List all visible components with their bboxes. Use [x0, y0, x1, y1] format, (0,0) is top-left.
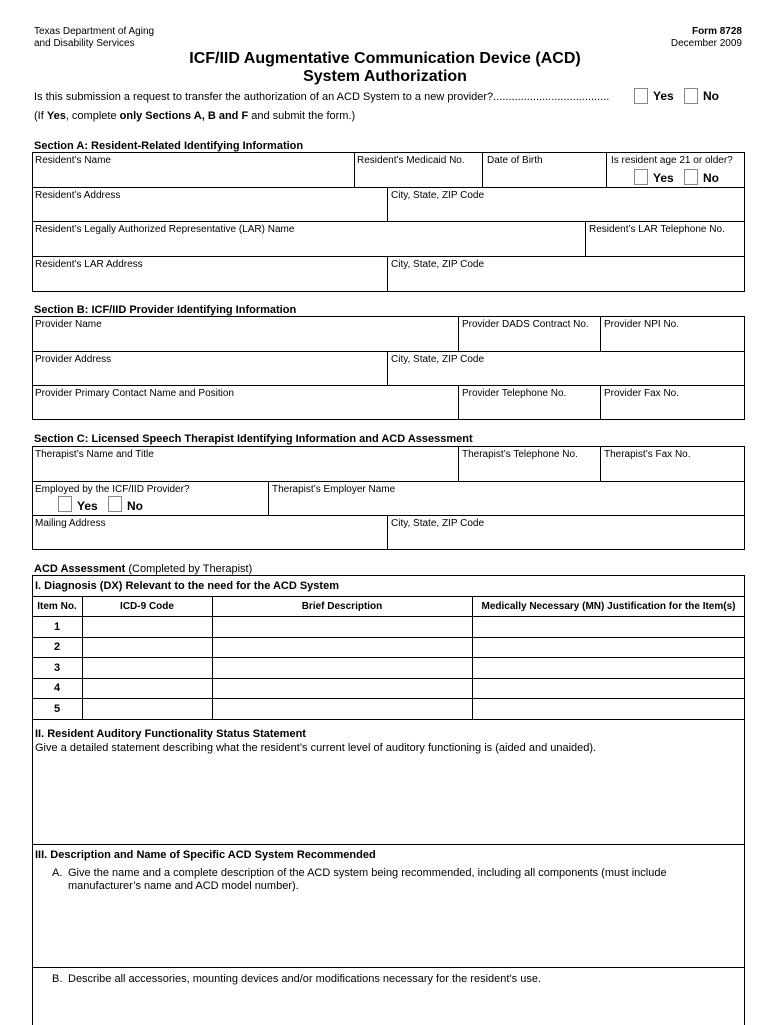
section-b-box — [32, 316, 745, 420]
title-line-2: System Authorization — [303, 68, 467, 85]
col-item-no: Item No. — [37, 601, 77, 612]
form-number: Form 8728 — [691, 26, 742, 37]
title-line-1: ICF/IID Augmentative Communication Device (ACD) — [189, 50, 581, 67]
age-no-label: No — [703, 171, 719, 185]
age-question: Is resident age 21 or older? — [611, 155, 733, 166]
section-c-box — [32, 446, 745, 550]
note-yes: Yes — [46, 110, 66, 122]
auditory-statement-field[interactable] — [33, 757, 744, 843]
lar-city-field[interactable]: City, State, ZIP Code — [391, 259, 485, 270]
dob-field[interactable]: Date of Birth — [487, 155, 543, 166]
accessories-field[interactable] — [33, 988, 744, 1022]
section-c-title: Section C: Licensed Speech Therapist Identifying Information and ACD Assessment — [34, 433, 473, 445]
agency-name — [34, 26, 154, 50]
transfer-note — [34, 110, 355, 122]
note-sections: only Sections A, B and F — [119, 110, 249, 122]
transfer-no-checkbox[interactable] — [684, 88, 698, 104]
transfer-no-label: No — [703, 89, 719, 103]
dads-contract-field[interactable]: Provider DADS Contract No. — [462, 319, 589, 330]
assessment-title-rest: (Completed by Therapist) — [125, 563, 253, 575]
diagnosis-title: I. Diagnosis (DX) Relevant to the need for the ACD System — [35, 580, 339, 592]
medicaid-no-field[interactable]: Resident’s Medicaid No. — [357, 155, 465, 166]
icd9-code-cells[interactable] — [83, 617, 211, 718]
therapist-phone-field[interactable]: Therapist’s Telephone No. — [462, 449, 578, 460]
row-item-3: 3 — [53, 662, 61, 674]
provider-city-field[interactable]: City, State, ZIP Code — [391, 354, 485, 365]
section-b-title: Section B: ICF/IID Provider Identifying Information — [34, 304, 297, 316]
col-mn-justification: Medically Necessary (MN) Justification for the Item(s) — [481, 601, 736, 612]
mn-justification-cells[interactable] — [473, 617, 744, 718]
transfer-yes-checkbox[interactable] — [634, 88, 648, 104]
assessment-title-bold: ACD Assessment — [34, 563, 126, 575]
assessment-title — [34, 563, 252, 575]
page-title — [0, 50, 770, 86]
item-a-text-line-2: manufacturer’s name and ACD model number). — [68, 880, 299, 892]
description-cells[interactable] — [213, 617, 471, 718]
lar-phone-field[interactable]: Resident’s LAR Telephone No. — [589, 224, 725, 235]
mailing-city-field[interactable]: City, State, ZIP Code — [391, 518, 485, 529]
resident-city-field[interactable]: City, State, ZIP Code — [391, 190, 485, 201]
auditory-title: II. Resident Auditory Functionality Status Statement — [35, 728, 306, 740]
employed-no-checkbox[interactable] — [108, 496, 122, 512]
form-info — [671, 26, 742, 50]
therapist-name-field[interactable]: Therapist’s Name and Title — [35, 449, 154, 460]
agency-line-1: Texas Department of Aging — [34, 26, 155, 37]
age-yes-checkbox[interactable] — [634, 169, 648, 185]
item-b-label: B. — [52, 973, 63, 985]
employed-yes-label: Yes — [77, 499, 98, 513]
lar-address-field[interactable]: Resident’s LAR Address — [35, 259, 143, 270]
agency-line-2: and Disability Services — [34, 38, 135, 49]
item-a-text-line-1: Give the name and a complete description of the ACD system being recommended, including all components (must include — [68, 867, 667, 879]
item-b-text: Describe all accessories, mounting devices and/or modifications necessary for the resident’s use. — [68, 973, 542, 985]
row-item-2: 2 — [53, 641, 61, 653]
form-date: December 2009 — [670, 38, 742, 49]
transfer-yes-label: Yes — [653, 89, 674, 103]
note-mid: , complete — [65, 110, 120, 122]
col-description: Brief Description — [301, 601, 383, 612]
transfer-question: Is this submission a request to transfer the authorization of an ACD System to a new provider?...................................... — [34, 91, 610, 103]
auditory-instruction: Give a detailed statement describing what the resident’s current level of auditory functioning is (aided and unaided). — [35, 742, 597, 754]
employer-name-field[interactable]: Therapist’s Employer Name — [272, 484, 396, 495]
provider-contact-field[interactable]: Provider Primary Contact Name and Position — [35, 388, 234, 399]
npi-field[interactable]: Provider NPI No. — [604, 319, 680, 330]
age-yes-label: Yes — [653, 171, 674, 185]
lar-name-field[interactable]: Resident’s Legally Authorized Representative (LAR) Name — [35, 224, 295, 235]
provider-address-field[interactable]: Provider Address — [35, 354, 112, 365]
note-end: and submit the form.) — [248, 110, 356, 122]
col-icd9: ICD-9 Code — [120, 601, 174, 612]
provider-fax-field[interactable]: Provider Fax No. — [604, 388, 680, 399]
note-open: (If — [34, 110, 47, 122]
section-a-title: Section A: Resident-Related Identifying Information — [34, 140, 304, 152]
row-item-4: 4 — [53, 682, 61, 694]
mailing-address-field[interactable]: Mailing Address — [35, 518, 106, 529]
employed-question: Employed by the ICF/IID Provider? — [35, 484, 190, 495]
therapist-fax-field[interactable]: Therapist’s Fax No. — [604, 449, 691, 460]
resident-address-field[interactable]: Resident’s Address — [35, 190, 121, 201]
acd-description-title: III. Description and Name of Specific ACD System Recommended — [35, 849, 376, 861]
residents-name-field[interactable]: Resident’s Name — [35, 155, 111, 166]
employed-yes-checkbox[interactable] — [58, 496, 72, 512]
provider-name-field[interactable]: Provider Name — [35, 319, 102, 330]
age-no-checkbox[interactable] — [684, 169, 698, 185]
acd-system-description-field[interactable] — [33, 895, 744, 965]
provider-phone-field[interactable]: Provider Telephone No. — [462, 388, 567, 399]
item-a-text — [68, 867, 667, 893]
employed-no-label: No — [127, 499, 143, 513]
row-item-5: 5 — [53, 703, 61, 715]
item-a-label: A. — [52, 867, 63, 879]
row-item-1: 1 — [53, 621, 61, 633]
